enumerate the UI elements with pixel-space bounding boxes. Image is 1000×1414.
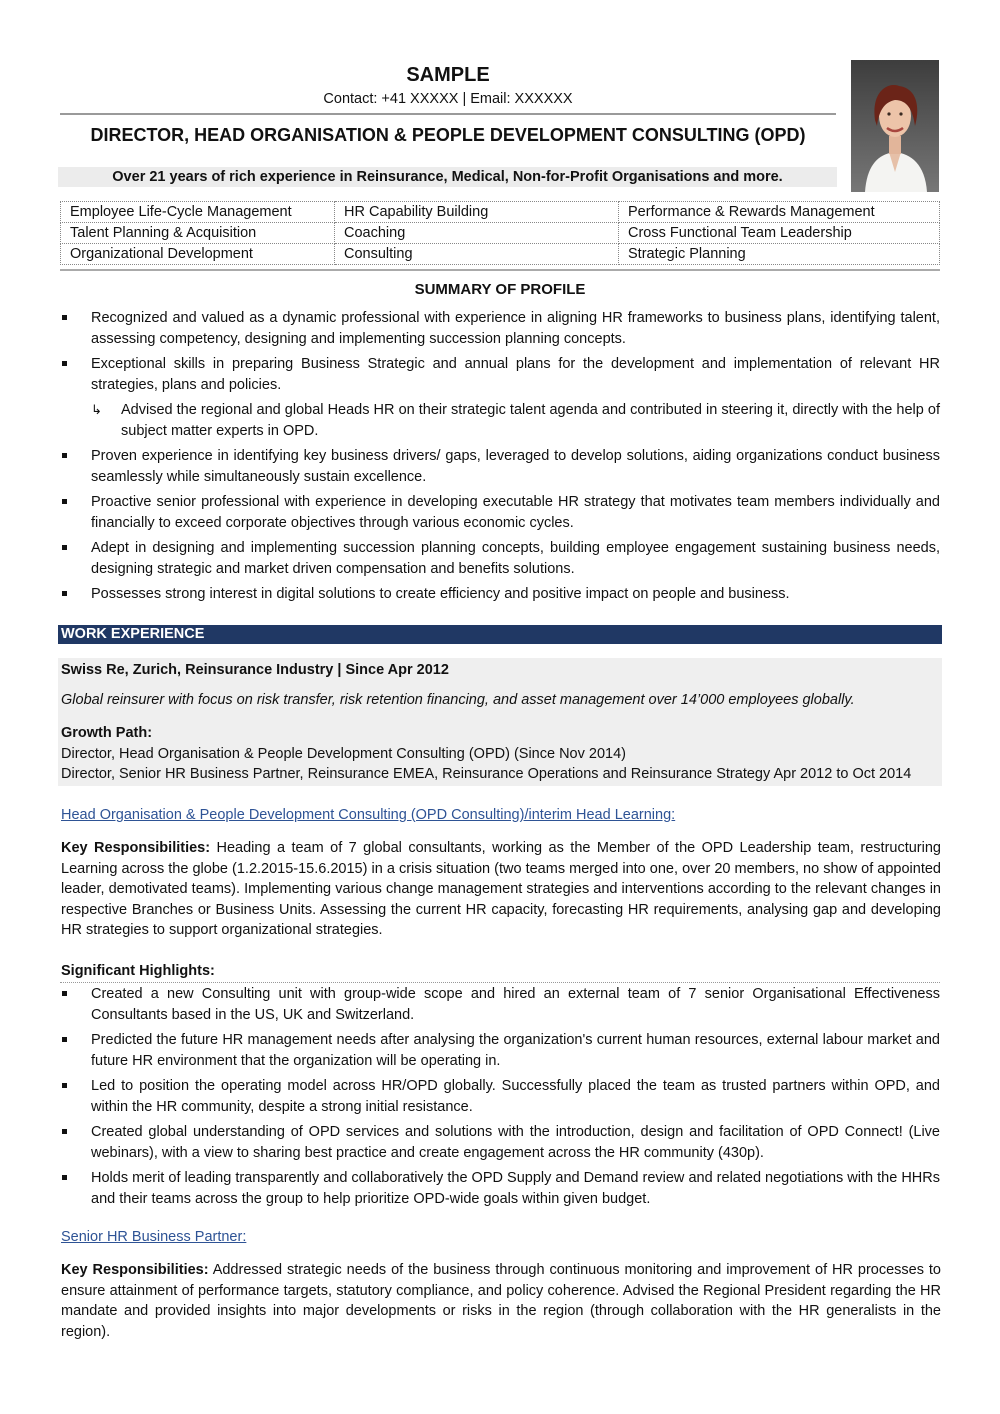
bullet-square-icon — [62, 591, 67, 596]
list-item: Holds merit of leading transparently and collaboratively the OPD Supply and Demand review and related negotiations with the HHRs and their teams across the group to help prioritize OPD-wide goals within given budget. — [60, 1168, 940, 1209]
highlights-list — [60, 984, 940, 1209]
skill-cell: Organizational Development — [61, 244, 335, 265]
role-title-hrbp: Senior HR Business Partner: — [61, 1229, 247, 1245]
skill-cell: Consulting — [335, 244, 619, 265]
experience-tagline: Over 21 years of rich experience in Reinsurance, Medical, Non-for-Profit Organisations and more. — [58, 167, 837, 187]
list-item: Possesses strong interest in digital solutions to create efficiency and positive impact on people and business. — [60, 584, 940, 605]
table-divider — [60, 269, 940, 271]
list-item: Predicted the future HR management needs after analysing the organization's current human resources, external labour market and future HR environment that the organization will be operating in. — [60, 1030, 940, 1071]
list-item: Created global understanding of OPD services and solutions with the introduction, design and facilitation of OPD Connect! (Live webinars), with a view to sharing best practice and create engagement across the HR community (430p). — [60, 1122, 940, 1163]
highlights-divider — [60, 982, 940, 983]
role-responsibilities: Key Responsibilities: Addressed strategic needs of the business through continuous monitoring and improvement of HR processes to ensure attainment of performance targets, statutory compliance, and policy coherence. Advised the Regional President regarding the HR mandate and provided insights into major developments or risks in the region (through collaboration with the HR generalists in the region). — [61, 1262, 941, 1340]
role-responsibilities: Key Responsibilities: Heading a team of 7 global consultants, working as the Member of the OPD Leadership team, restructuring Learning across the globe (1.2.2015-15.6.2015) in a crisis situation (two teams merged into one, over 20 members, no show of appointed leader, demotivated teams). Implementing various change management strategies and interventions according to the relevant changes in respective Branches or Business Units. Assessing the current HR capacity, forecasting HR requirements, analysing gap and developing HR strategies to support organizational strategies. — [61, 840, 941, 938]
bullet-square-icon — [62, 361, 67, 366]
company-line: Swiss Re, Zurich, Reinsurance Industry | Since Apr 2012 — [61, 662, 449, 678]
skill-cell: Talent Planning & Acquisition — [61, 223, 335, 244]
bullet-square-icon — [62, 1129, 67, 1134]
list-item: Adept in designing and implementing succession planning concepts, building employee engagement sustaining business needs, designing strategic and market driven compensation and benefits solutions. — [60, 538, 940, 579]
table-row — [61, 202, 940, 223]
bullet-square-icon — [62, 1037, 67, 1042]
skill-cell: HR Capability Building — [335, 202, 619, 223]
skill-cell: Coaching — [335, 223, 619, 244]
portrait-illustration — [851, 60, 939, 192]
skill-cell: Employee Life-Cycle Management — [61, 202, 335, 223]
summary-title: SUMMARY OF PROFILE — [414, 281, 586, 298]
contact-line: Contact: +41 XXXXX | Email: XXXXXX — [323, 91, 573, 107]
work-experience-header: WORK EXPERIENCE — [58, 625, 942, 644]
bullet-square-icon — [62, 1175, 67, 1180]
skill-cell: Cross Functional Team Leadership — [619, 223, 940, 244]
list-item: Exceptional skills in preparing Business Strategic and annual plans for the development and implementation of relevant HR strategies, plans and policies. — [60, 354, 940, 395]
skill-cell: Performance & Rewards Management — [619, 202, 940, 223]
bullet-square-icon — [62, 453, 67, 458]
core-competencies-table — [60, 201, 940, 265]
list-subitem: ↳ Advised the regional and global Heads HR on their strategic talent agenda and contributed in steering it, directly with the help of subject matter experts in OPD. — [91, 402, 940, 439]
role-title-opd: Head Organisation & People Development Consulting (OPD Consulting)/interim Head Learning: — [61, 807, 676, 823]
bullet-square-icon — [62, 1083, 67, 1088]
list-item: Proactive senior professional with experience in developing executable HR strategy that motivates team members individually and financially to exceed corporate objectives through various economic cycles. — [60, 492, 940, 533]
job-headline: DIRECTOR, HEAD ORGANISATION & PEOPLE DEVELOPMENT CONSULTING (OPD) — [90, 125, 806, 145]
highlights-label: Significant Highlights: — [61, 963, 215, 979]
header-divider — [60, 113, 836, 115]
growth-path-role: Director, Senior HR Business Partner, Reinsurance EMEA, Reinsurance Operations and Reinsurance Strategy Apr 2012 to Oct 2014 — [61, 766, 912, 782]
arrow-right-hook-icon: ↳ — [91, 402, 102, 417]
skill-cell: Strategic Planning — [619, 244, 940, 265]
table-row — [61, 244, 940, 265]
bullet-square-icon — [62, 315, 67, 320]
bullet-square-icon — [62, 991, 67, 996]
list-item: Proven experience in identifying key business drivers/ gaps, leveraged to develop solutions, aiding organizations conduct business seamlessly while simultaneously sustain excellence. — [60, 446, 940, 487]
company-description: Global reinsurer with focus on risk transfer, risk retention financing, and asset management over 14’000 employees globally. — [61, 692, 855, 708]
table-row — [61, 223, 940, 244]
growth-path-role: Director, Head Organisation & People Development Consulting (OPD) (Since Nov 2014) — [61, 746, 626, 762]
candidate-name: SAMPLE — [406, 64, 490, 86]
list-item: Led to position the operating model across HR/OPD globally. Successfully placed the team as trusted partners within OPD, and within the HR community, despite a strong initial resistance. — [60, 1076, 940, 1117]
summary-list — [60, 308, 940, 605]
profile-photo — [851, 60, 939, 192]
growth-path-label: Growth Path: — [61, 725, 153, 741]
bullet-square-icon — [62, 545, 67, 550]
list-item: Recognized and valued as a dynamic professional with experience in aligning HR frameworks to business plans, identifying talent, assessing competency, designing and implementing succession planning concepts. — [60, 308, 940, 349]
list-item: Created a new Consulting unit with group-wide scope and hired an external team of 7 senior Organisational Effectiveness Consultants based in the US, UK and Switzerland. — [60, 984, 940, 1025]
bullet-square-icon — [62, 499, 67, 504]
